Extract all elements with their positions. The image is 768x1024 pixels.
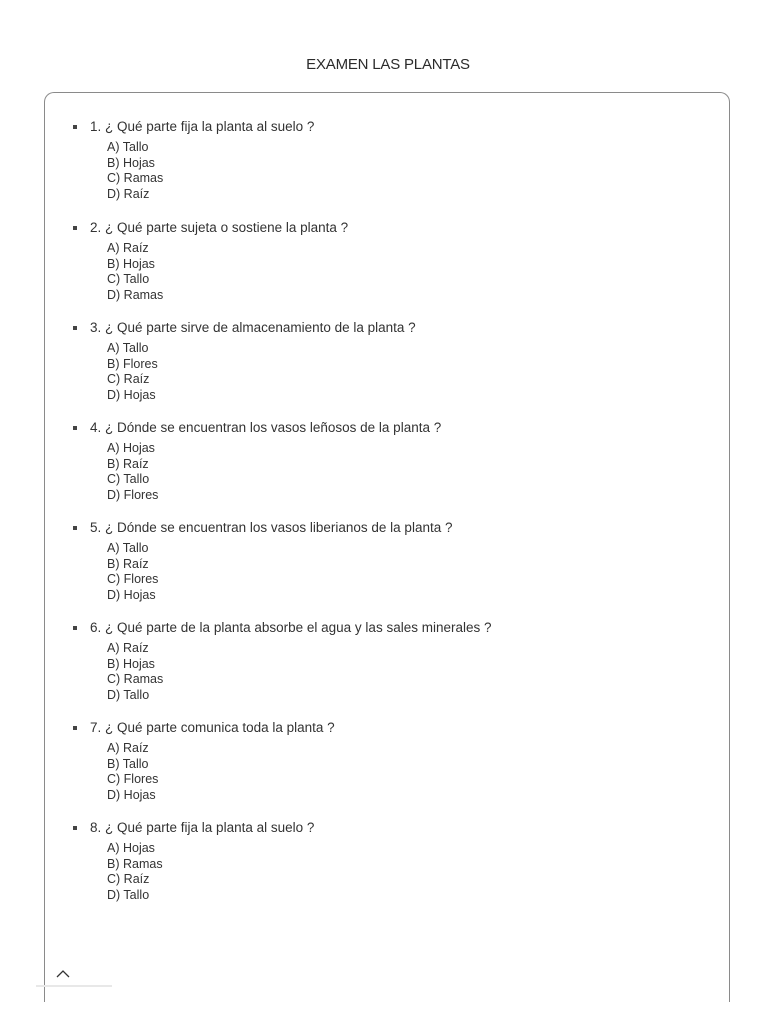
option-c: C) Flores [107,572,159,586]
option-list [71,241,492,303]
page-title: EXAMEN LAS PLANTAS [306,56,470,73]
bullet-icon [73,125,77,129]
question-item [71,319,492,403]
question-text: 4. ¿ Dónde se encuentran los vasos leñosos de la planta ? [90,420,442,435]
option-b: B) Hojas [107,256,155,271]
option-a: A) Raíz [107,741,149,755]
option-c: C) Ramas [107,672,164,686]
question-text: 1. ¿ Qué parte fija la planta al suelo ? [90,119,315,134]
option-a: A) Hojas [107,841,155,855]
bullet-icon [73,426,77,430]
option-b: B) Tallo [107,756,149,771]
option-list [71,140,492,202]
question-item [71,819,492,903]
option-list [71,541,492,603]
option-a: A) Raíz [107,241,149,255]
question-item [71,419,492,503]
option-c: C) Raíz [107,372,150,386]
option-b: B) Flores [107,356,158,371]
question-item [71,719,492,803]
option-d: D) Tallo [107,887,150,902]
bullet-icon [73,826,77,830]
option-b: B) Raíz [107,556,149,571]
option-a: A) Tallo [107,140,149,154]
option-c: C) Flores [107,772,159,786]
option-a: A) Tallo [107,541,149,555]
option-b: B) Hojas [107,656,155,671]
option-d: D) Hojas [107,787,156,802]
question-text: 3. ¿ Qué parte sirve de almacenamiento de la planta ? [90,320,416,335]
question-text: 7. ¿ Qué parte comunica toda la planta ? [90,720,335,735]
question-text: 8. ¿ Qué parte fija la planta al suelo ? [90,820,315,835]
bullet-icon [73,226,77,230]
option-list [71,341,492,403]
option-d: D) Flores [107,487,159,502]
option-d: D) Hojas [107,387,156,402]
option-a: A) Hojas [107,441,155,455]
question-text: 6. ¿ Qué parte de la planta absorbe el agua y las sales minerales ? [90,620,492,635]
option-c: C) Ramas [107,171,164,185]
bullet-icon [73,626,77,630]
question-text: 5. ¿ Dónde se encuentran los vasos liberianos de la planta ? [90,520,453,535]
bullet-icon [73,726,77,730]
chevron-up-icon[interactable] [56,968,70,980]
option-c: C) Raíz [107,872,150,886]
option-a: A) Raíz [107,641,149,655]
question-text: 2. ¿ Qué parte sujeta o sostiene la planta ? [90,220,349,235]
option-c: C) Tallo [107,272,150,286]
option-a: A) Tallo [107,341,149,355]
option-d: D) Raíz [107,186,150,201]
option-c: C) Tallo [107,472,150,486]
option-b: B) Raíz [107,456,149,471]
option-b: B) Ramas [107,856,163,871]
question-item [71,519,492,603]
option-list [71,641,492,703]
option-d: D) Hojas [107,587,156,602]
questions-card [44,92,730,1002]
option-list [71,441,492,503]
option-d: D) Ramas [107,287,164,302]
question-item [71,118,492,202]
scroll-indicator [36,985,112,987]
option-list [71,841,492,903]
option-d: D) Tallo [107,687,150,702]
bullet-icon [73,326,77,330]
question-item [71,619,492,703]
bullet-icon [73,526,77,530]
question-list [71,118,492,919]
option-list [71,741,492,803]
option-b: B) Hojas [107,155,155,170]
question-item [71,219,492,303]
